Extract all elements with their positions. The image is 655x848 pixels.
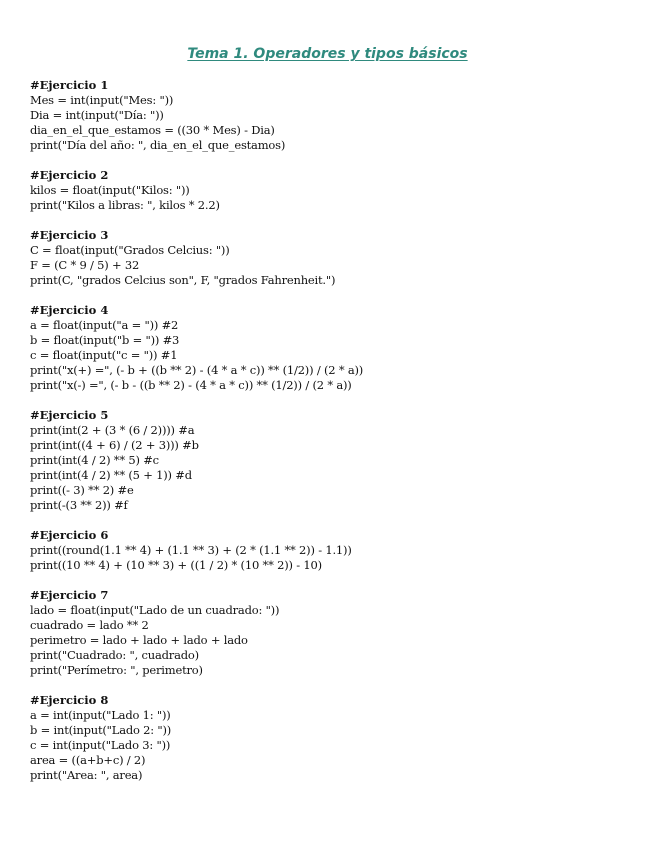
code-line: print(int(2 + (3 * (6 / 2)))) #a <box>30 423 195 437</box>
code-line: b = int(input("Lado 2: ")) <box>30 723 172 737</box>
code-line: print((round(1.1 ** 4) + (1.1 ** 3) + (2 * (1.1 ** 2)) - 1.1)) <box>30 543 352 557</box>
code-line: c = float(input("c = ")) #1 <box>30 348 178 362</box>
code-line: perimetro = lado + lado + lado + lado <box>30 633 248 647</box>
code-line: print("Kilos a libras: ", kilos * 2.2) <box>30 198 220 212</box>
code-line: print("Area: ", area) <box>30 768 143 782</box>
code-line: b = float(input("b = ")) #3 <box>30 333 180 347</box>
code-line: dia_en_el_que_estamos = ((30 * Mes) - Dia) <box>30 123 275 137</box>
code-line: cuadrado = lado ** 2 <box>30 618 149 632</box>
code-line: C = float(input("Grados Celcius: ")) <box>30 243 230 257</box>
code-line: F = (C * 9 / 5) + 32 <box>30 258 140 272</box>
exercise-section <box>30 78 630 153</box>
exercise-section <box>30 693 630 783</box>
exercise-section <box>30 168 630 213</box>
code-line: Dia = int(input("Día: ")) <box>30 108 164 122</box>
exercise-section <box>30 528 630 573</box>
code-line: area = ((a+b+c) / 2) <box>30 753 146 767</box>
exercise-heading: #Ejercicio 2 <box>30 168 109 182</box>
code-line: a = int(input("Lado 1: ")) <box>30 708 171 722</box>
code-line: print((10 ** 4) + (10 ** 3) + ((1 / 2) * (10 ** 2)) - 10) <box>30 558 322 572</box>
exercise-heading: #Ejercicio 3 <box>30 228 109 242</box>
code-line: print("Cuadrado: ", cuadrado) <box>30 648 199 662</box>
exercise-heading: #Ejercicio 1 <box>30 78 109 92</box>
code-line: Mes = int(input("Mes: ")) <box>30 93 174 107</box>
exercise-heading: #Ejercicio 6 <box>30 528 109 542</box>
code-line: print(int(4 / 2) ** 5) #c <box>30 453 159 467</box>
code-line: print(-(3 ** 2)) #f <box>30 498 128 512</box>
code-line: print("x(+) =", (- b + ((b ** 2) - (4 * a * c)) ** (1/2)) / (2 * a)) <box>30 363 364 377</box>
page-title: Tema 1. Operadores y tipos básicos <box>187 46 468 62</box>
code-line: print((- 3) ** 2) #e <box>30 483 134 497</box>
exercise-heading: #Ejercicio 7 <box>30 588 109 602</box>
code-line: a = float(input("a = ")) #2 <box>30 318 179 332</box>
code-line: print(int((4 + 6) / (2 + 3))) #b <box>30 438 199 452</box>
exercise-section <box>30 303 630 393</box>
exercise-heading: #Ejercicio 4 <box>30 303 109 317</box>
code-line: print("Día del año: ", dia_en_el_que_estamos) <box>30 138 286 152</box>
code-line: c = int(input("Lado 3: ")) <box>30 738 171 752</box>
exercise-heading: #Ejercicio 8 <box>30 693 109 707</box>
code-line: lado = float(input("Lado de un cuadrado: ")) <box>30 603 280 617</box>
code-line: kilos = float(input("Kilos: ")) <box>30 183 190 197</box>
code-line: print(int(4 / 2) ** (5 + 1)) #d <box>30 468 192 482</box>
exercise-section <box>30 408 630 513</box>
exercise-heading: #Ejercicio 5 <box>30 408 109 422</box>
code-line: print("x(-) =", (- b - ((b ** 2) - (4 * a * c)) ** (1/2)) / (2 * a)) <box>30 378 352 392</box>
exercise-section <box>30 228 630 288</box>
code-line: print("Perímetro: ", perimetro) <box>30 663 203 677</box>
code-line: print(C, "grados Celcius son", F, "grados Fahrenheit.") <box>30 273 336 287</box>
exercise-section <box>30 588 630 678</box>
document-body <box>30 78 630 798</box>
